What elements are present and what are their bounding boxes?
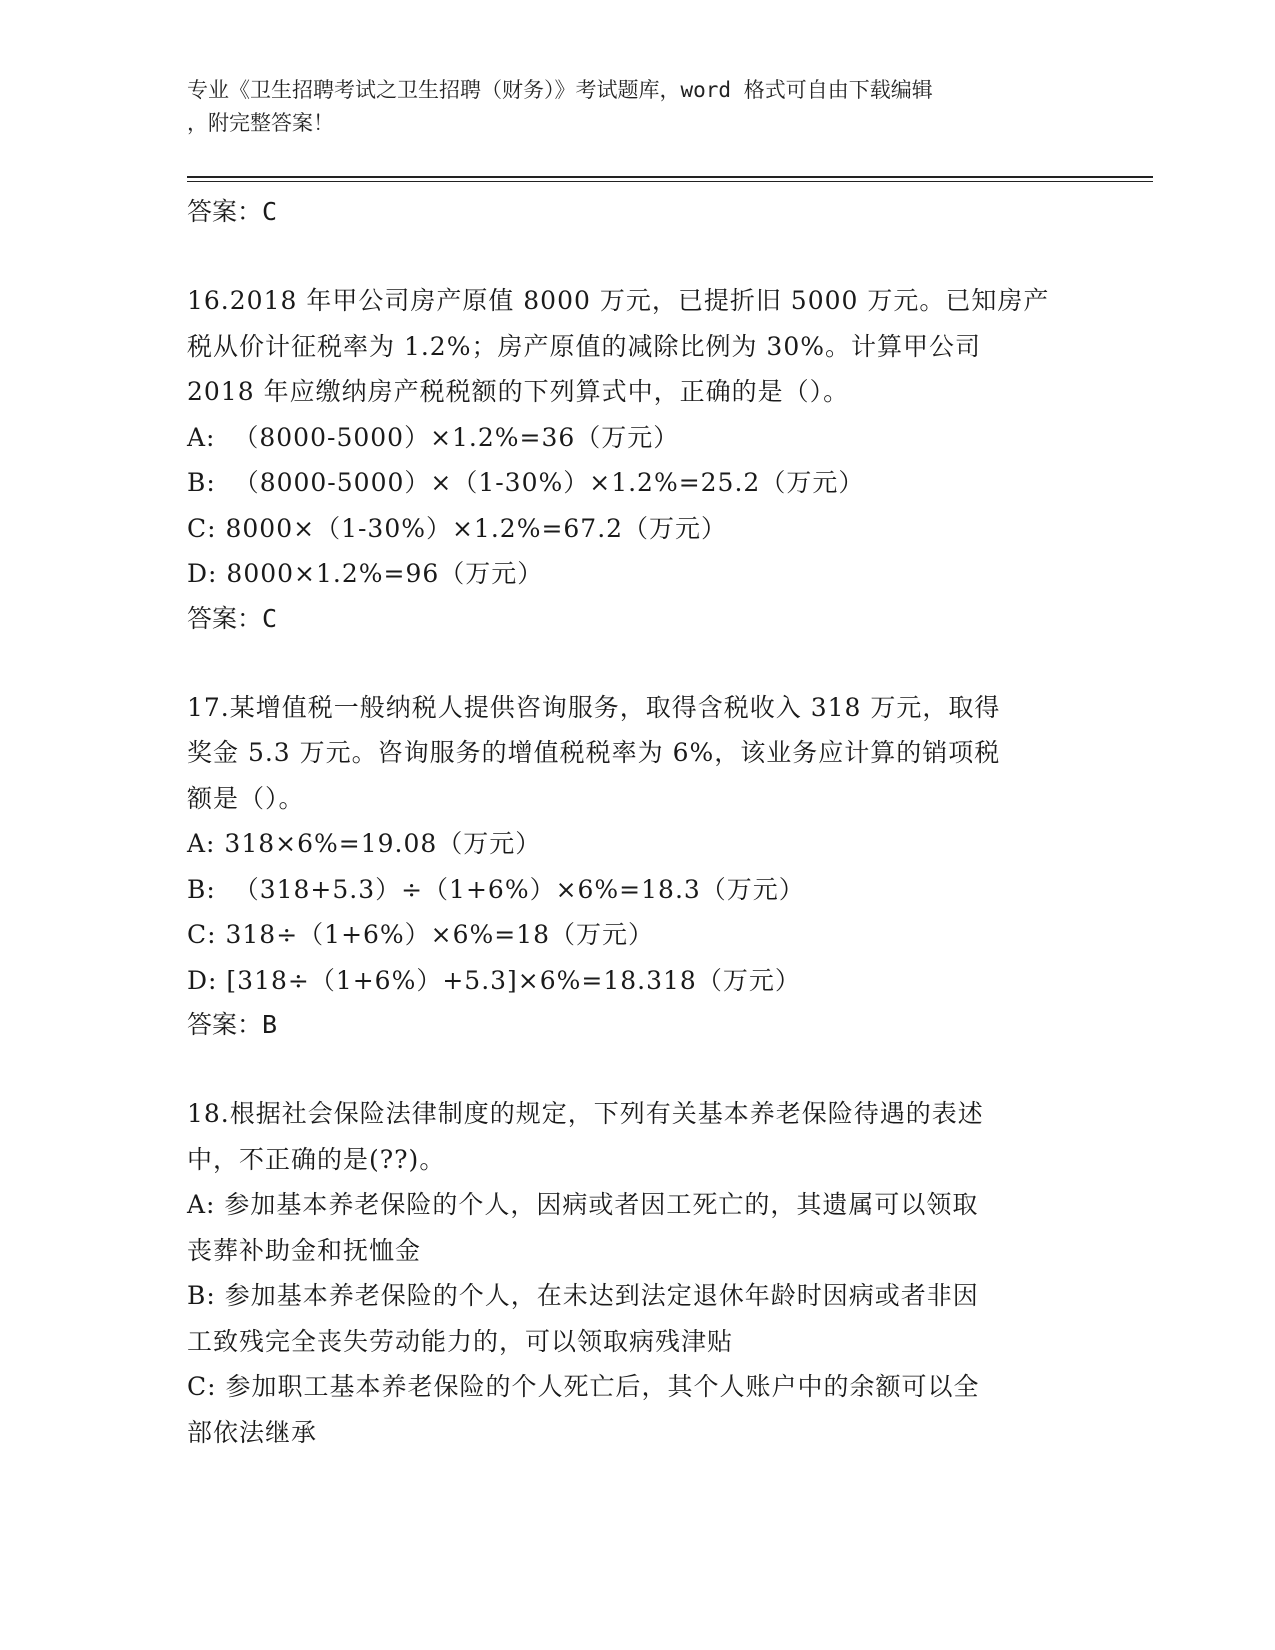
header-divider-thick — [187, 176, 1153, 178]
question-text-line: D: 8000×1.2%=96（万元） — [187, 559, 544, 588]
question-text-line: A: 参加基本养老保险的个人，因病或者因工死亡的，其遗属可以领取 — [187, 1190, 979, 1219]
question-text-line: 部依法继承 — [187, 1417, 318, 1447]
question-text-line: 税从价计征税率为 1.2%；房产原值的减除比例为 30%。计算甲公司 — [187, 331, 981, 361]
question-text-line: A: 318×6%=19.08（万元） — [187, 829, 542, 858]
question-text-line: B: （8000-5000）×（1-30%）×1.2%=25.2（万元） — [187, 468, 865, 497]
question-text-line: D: [318÷（1+6%）+5.3]×6%=18.318（万元） — [187, 965, 801, 995]
question-text-line: C: 8000×（1-30%）×1.2%=67.2（万元） — [187, 513, 728, 543]
question-text-line: 18.根据社会保险法律制度的规定，下列有关基本养老保险待遇的表述 — [187, 1099, 984, 1128]
question-content — [187, 190, 1087, 1455]
block-spacer — [187, 641, 1087, 685]
document-header — [187, 74, 1067, 140]
question-text-line: 中，不正确的是(??)。 — [187, 1144, 446, 1174]
question-text-line: C: 参加职工基本养老保险的个人死亡后，其个人账户中的余额可以全 — [187, 1372, 980, 1401]
question-text-line: 2018 年应缴纳房产税税额的下列算式中，正确的是（）。 — [187, 377, 850, 406]
header-divider-thin — [187, 181, 1153, 182]
block-spacer — [187, 1047, 1087, 1091]
question-text-line: A: （8000-5000）×1.2%=36（万元） — [187, 422, 680, 452]
question-text-line: 17.某增值税一般纳税人提供咨询服务，取得含税收入 318 万元，取得 — [187, 692, 1001, 722]
question-text-line: 奖金 5.3 万元。咨询服务的增值税税率为 6%，该业务应计算的销项税 — [187, 738, 1001, 767]
question-text-line: 工致残完全丧失劳动能力的，可以领取病残津贴 — [187, 1326, 734, 1356]
header-line-2: ，附完整答案！ — [187, 111, 334, 135]
header-line-1: 专业《卫生招聘考试之卫生招聘（财务）》考试题库，word 格式可自由下载编辑 — [187, 78, 933, 102]
question-text-line: B: 参加基本养老保险的个人，在未达到法定退休年龄时因病或者非因 — [187, 1281, 979, 1310]
answer-line: 答案：B — [187, 1010, 278, 1039]
answer-line: 答案：C — [187, 603, 278, 633]
question-text-line: B: （318+5.3）÷（1+6%）×6%=18.3（万元） — [187, 874, 805, 904]
question-text-line: 额是（）。 — [187, 783, 305, 813]
question-text-line: 16.2018 年甲公司房产原值 8000 万元，已提折旧 5000 万元。已知房产 — [187, 286, 1050, 315]
question-text-line: 丧葬补助金和抚恤金 — [187, 1235, 422, 1265]
answer-line: 答案：C — [187, 197, 278, 226]
block-spacer — [187, 234, 1087, 278]
question-text-line: C: 318÷（1+6%）×6%=18（万元） — [187, 920, 655, 949]
